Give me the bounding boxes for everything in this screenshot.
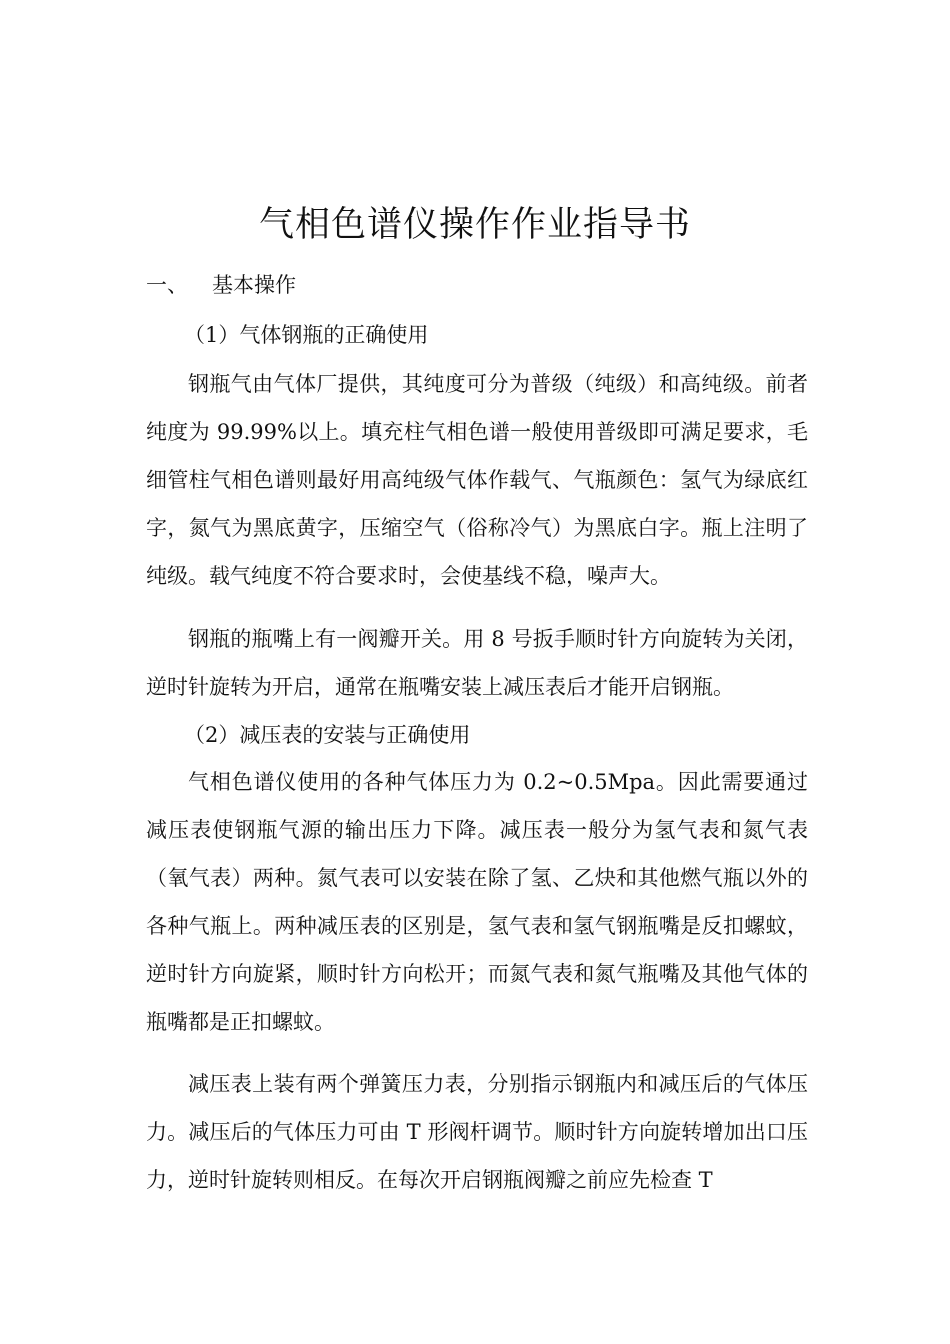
section-number: 一、 xyxy=(146,273,188,297)
subsection-heading-1: （1）气体钢瓶的正确使用 xyxy=(184,323,429,347)
section-heading xyxy=(146,270,296,300)
paragraph-2: 钢瓶的瓶嘴上有一阀瓣开关。用 8 号扳手顺时针方向旋转为关闭，逆时针旋转为开启，通常在瓶嘴安装上减压表后才能开启钢瓶。 xyxy=(146,627,808,699)
paragraph-1: 钢瓶气由气体厂提供，其纯度可分为普级（纯级）和高纯级。前者纯度为 99.99%以上。填充柱气相色谱一般使用普级即可满足要求，毛细管柱气相色谱则最好用高纯级气体作载气、气瓶颜色：氢气为绿底红字，氮气为黑底黄字，压缩空气（俗称冷气）为黑底白字。瓶上注明了纯级。载气纯度不符合要求时，会使基线不稳，噪声大。 xyxy=(146,372,808,588)
paragraph-4: 减压表上装有两个弹簧压力表，分别指示钢瓶内和减压后的气体压力。减压后的气体压力可由 T 形阀杆调节。顺时针方向旋转增加出口压力，逆时针旋转则相反。在每次开启钢瓶阀瓣之前应先检查 T xyxy=(146,1072,808,1192)
section-label: 基本操作 xyxy=(212,273,296,297)
subsection-heading-2: （2）减压表的安装与正确使用 xyxy=(184,723,471,747)
paragraph-3: 气相色谱仪使用的各种气体压力为 0.2~0.5Mpa。因此需要通过减压表使钢瓶气源的输出压力下降。减压表一般分为氢气表和氮气表（氧气表）两种。氮气表可以安装在除了氢、乙炔和其他燃气瓶以外的各种气瓶上。两种减压表的区别是，氢气表和氢气钢瓶嘴是反扣螺蚊，逆时针方向旋紧，顺时针方向松开；而氮气表和氮气瓶嘴及其他气体的瓶嘴都是正扣螺蚊。 xyxy=(146,770,808,1034)
document-title: 气相色谱仪操作作业指导书 xyxy=(258,205,691,245)
